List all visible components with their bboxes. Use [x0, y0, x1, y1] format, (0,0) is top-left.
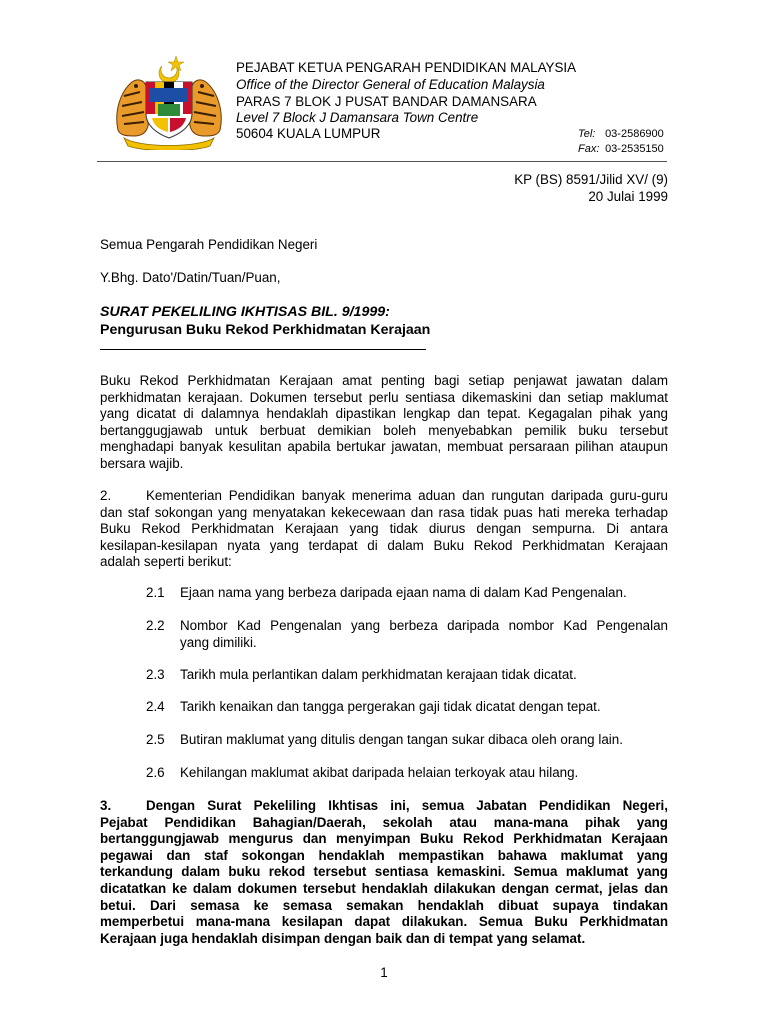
paragraph-line: kesilapan-kesilapan nyata yang terdapat di dalam Buku Rekod Perkhidmatan Kerajaan	[100, 537, 668, 553]
list-item-number: 2.4	[146, 699, 165, 714]
letterhead-fax	[578, 141, 664, 157]
paragraph-line: bersara wajib.	[100, 455, 184, 471]
letterhead-address-line: PARAS 7 BLOK J PUSAT BANDAR DAMANSARA	[236, 94, 537, 109]
paragraph-number: 3.	[100, 798, 112, 813]
paragraph-line: dan staf sokongan yang menyatakan kekecewaan dan rasa tidak puas hati mereka terhadap	[100, 504, 668, 520]
letter-date: 20 Julai 1999	[588, 189, 668, 204]
paragraph-2	[100, 488, 668, 571]
page-number: 1	[380, 965, 388, 980]
paragraph-line: bertanggugjawab untuk berbuat demikian boleh menyebabkan pemilik buku tersebut	[100, 422, 668, 438]
fax-label: Fax:	[578, 143, 600, 155]
subject-underline	[100, 349, 426, 350]
paragraph-line: Buku Rekod Perkhidmatan Kerajaan yang tidak diurus dengan sempurna. Di antara	[100, 521, 668, 537]
paragraph-1	[100, 373, 668, 473]
paragraph-line: bertanggungjawab mengurus dan menyimpan Buku Rekod Perkhidmatan Kerajaan	[100, 831, 668, 847]
letterhead-telephone	[578, 126, 664, 142]
list-item-text: Nombor Kad Pengenalan yang berbeza daripada nombor Kad Pengenalan	[180, 618, 668, 633]
subject-subtitle: Pengurusan Buku Rekod Perkhidmatan Kerajaan	[100, 322, 431, 338]
reference-number: KP (BS) 8591/Jilid XV/ (9)	[514, 172, 668, 187]
paragraph-line: pegawai dan staf sokongan hendaklah mempastikan bahawa maklumat yang	[100, 847, 668, 863]
list-item-text: Kehilangan maklumat akibat daripada helaian terkoyak atau hilang.	[180, 765, 579, 780]
paragraph-line: Buku Rekod Perkhidmatan Kerajaan amat penting bagi setiap penjawat jawatan dalam	[100, 373, 668, 388]
paragraph-line: Kerajaan juga hendaklah disimpan dengan baik dan di tempat yang selamat.	[100, 930, 586, 946]
tel-number: 03-2586900	[605, 128, 664, 140]
paragraph-line: dicatatkan ke dalam dokumen tersebut hendaklah dilakukan dengan cermat, jelas dan	[100, 880, 668, 896]
paragraph-line: menghadapi banyak kesulitan apabila bertukar jawatan, membuat persaraan pilihan ataupun	[100, 439, 668, 455]
letterhead-office-name-en: Office of the Director General of Education Malaysia	[236, 77, 545, 92]
recipient: Semua Pengarah Pendidikan Negeri	[100, 237, 318, 252]
paragraph-line: Pejabat Pendidikan Bahagian/Daerah, sekolah atau mana-mana pihak yang	[100, 814, 668, 830]
malaysia-coat-of-arms-icon	[110, 52, 228, 150]
letterhead-divider	[97, 161, 667, 162]
paragraph-number: 2.	[100, 488, 112, 503]
list-item-text: Tarikh kenaikan dan tangga pergerakan gaji tidak dicatat dengan tepat.	[180, 699, 601, 714]
letterhead-office-name: PEJABAT KETUA PENGARAH PENDIDIKAN MALAYSIA	[236, 60, 577, 75]
subject-title: SURAT PEKELILING IKHTISAS BIL. 9/1999:	[100, 304, 390, 320]
paragraph-line: perkhidmatan kerajaan. Dokumen tersebut perlu sentiasa dikemaskini dan setiap maklumat	[100, 389, 668, 405]
list-item-number: 2.6	[146, 765, 165, 780]
fax-number: 03-2535150	[605, 143, 664, 155]
list-item-number: 2.5	[146, 732, 165, 747]
tel-label: Tel:	[578, 128, 596, 140]
paragraph-line: memperbetui mana-mana kesilapan dapat dilakukan. Semua Buku Perkhidmatan	[100, 914, 668, 930]
paragraph-line: yang dicatat di dalamnya hendaklah dipastikan lengkap dan tepat. Kegagalan pihak yang	[100, 406, 668, 422]
paragraph-line: adalah seperti berikut:	[100, 554, 232, 570]
paragraph-3	[100, 798, 668, 947]
list-item-number: 2.1	[146, 585, 165, 600]
list-item-text: Tarikh mula perlantikan dalam perkhidmatan kerajaan tidak dicatat.	[180, 667, 577, 682]
list-item-number: 2.3	[146, 667, 165, 682]
paragraph-line: terkandung dalam buku rekod tersebut sentiasa kemaskini. Semua maklumat yang	[100, 864, 668, 880]
list-item-text: Butiran maklumat yang ditulis dengan tangan sukar dibaca oleh orang lain.	[180, 732, 623, 747]
letterhead-address-line-en: Level 7 Block J Damansara Town Centre	[236, 110, 479, 125]
list-item-text: Ejaan nama yang berbeza daripada ejaan nama di dalam Kad Pengenalan.	[180, 585, 627, 600]
paragraph-line: Kementerian Pendidikan banyak menerima aduan dan rungutan daripada guru-guru	[146, 488, 668, 503]
letterhead-postcode-city: 50604 KUALA LUMPUR	[236, 126, 381, 141]
paragraph-line: Dengan Surat Pekeliling Ikhtisas ini, semua Jabatan Pendidikan Negeri,	[146, 798, 668, 813]
list-item-number: 2.2	[146, 618, 165, 633]
paragraph-line: betui. Dari semasa ke semasa semakan hendaklah dibuat supaya tindakan	[100, 897, 668, 913]
salutation: Y.Bhg. Dato'/Datin/Tuan/Puan,	[100, 270, 281, 285]
list-item-text: yang dimiliki.	[180, 634, 257, 650]
